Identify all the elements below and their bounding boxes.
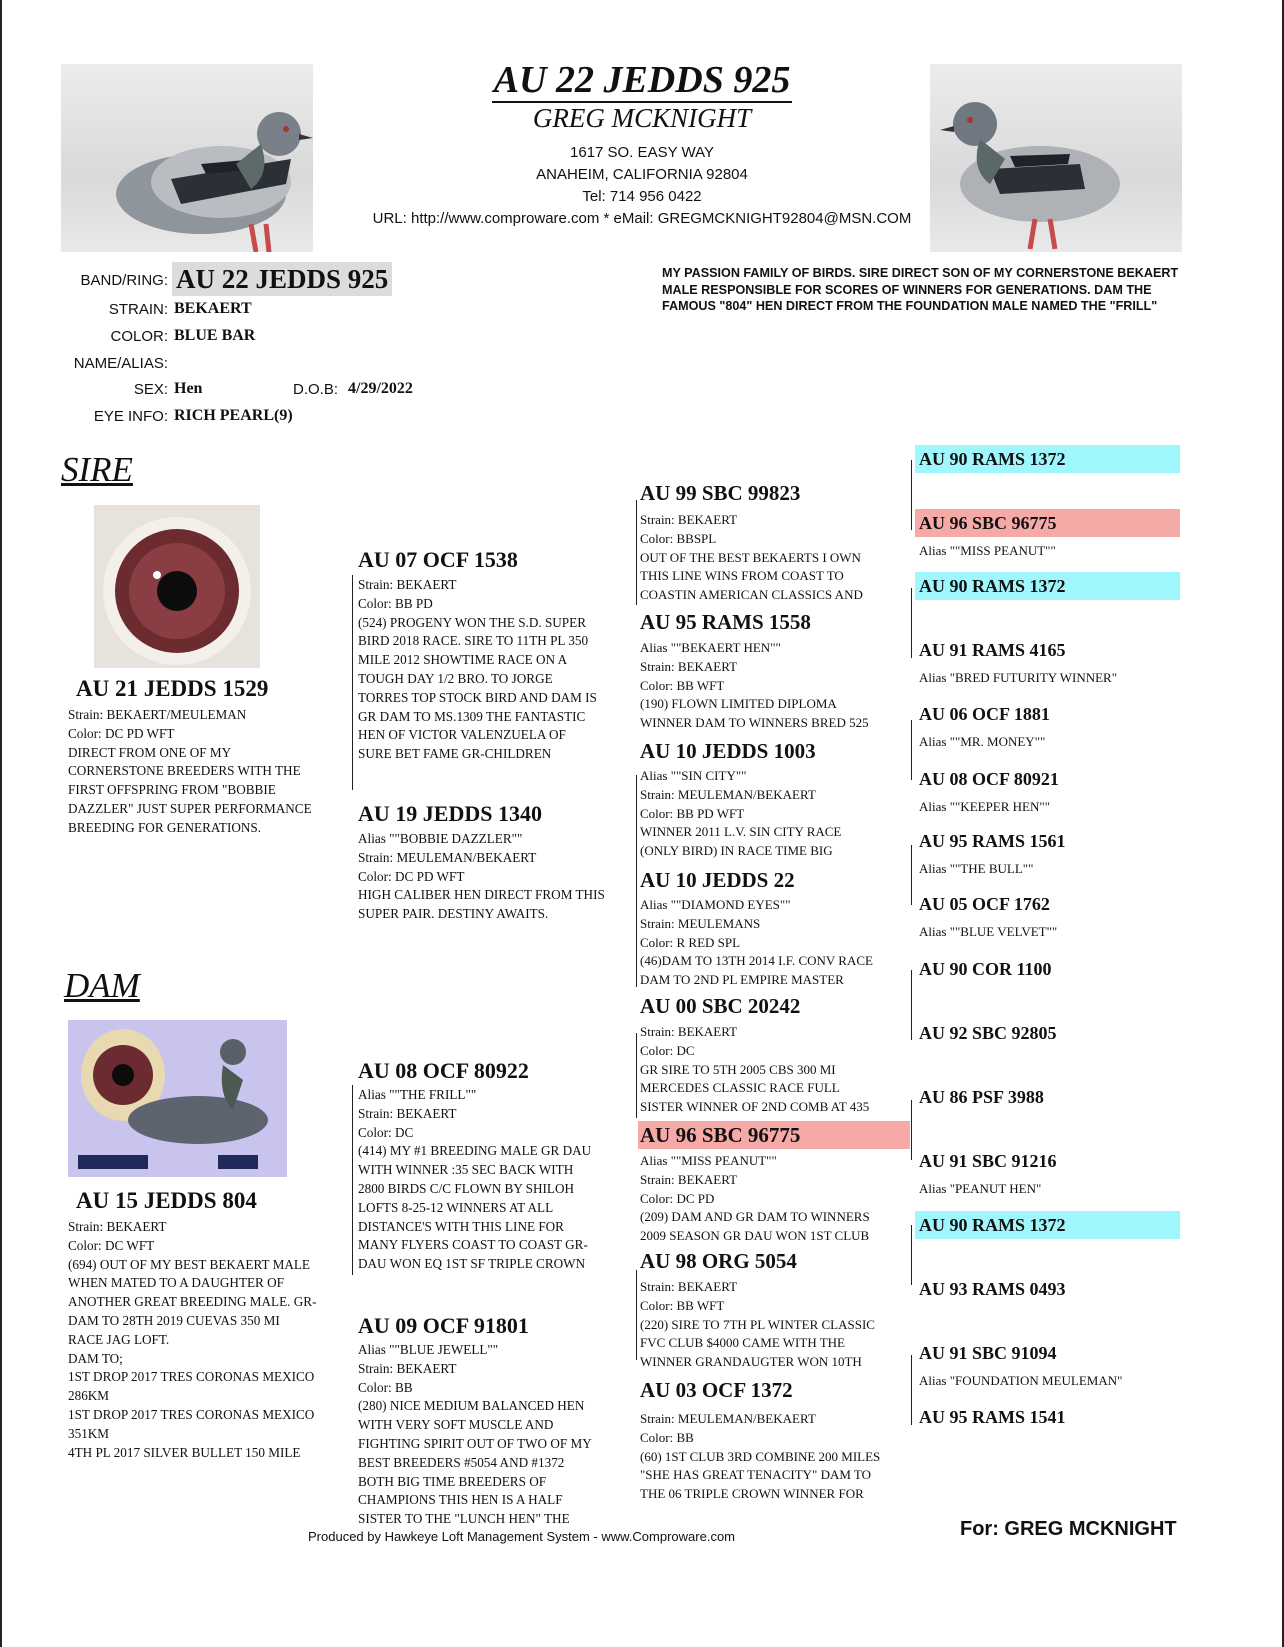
eye-value: RICH PEARL(9) <box>174 407 293 424</box>
connector-line <box>911 460 912 530</box>
gen4-band: AU 90 RAMS 1372 <box>915 1211 1180 1239</box>
gen4-band: AU 92 SBC 92805 <box>919 1023 1057 1043</box>
gen3-info: Alias ""DIAMOND EYES"" Strain: MEULEMANS Color: R RED SPL (46)DAM TO 13TH 2014 I.F. CONV RACE DAM TO 2ND PL EMPIRE MASTER <box>640 897 873 988</box>
gen4-alias: Alias ""MISS PEANUT"" <box>919 543 1056 558</box>
color-label: COLOR: <box>110 328 168 345</box>
sire-band: AU 21 JEDDS 1529 <box>76 676 269 701</box>
gen4-alias: Alias ""THE BULL"" <box>919 861 1034 876</box>
gen4-band: AU 90 RAMS 1372 <box>915 572 1180 600</box>
name-label: NAME/ALIAS: <box>73 355 168 372</box>
dam-band: AU 15 JEDDS 804 <box>76 1188 257 1213</box>
gen3-info: Strain: BEKAERT Color: DC GR SIRE TO 5TH 2005 CBS 300 MI MERCEDES CLASSIC RACE FULL SISTER WINNER OF 2ND COMB AT 435 <box>640 1024 870 1115</box>
bird-description: MY PASSION FAMILY OF BIRDS. SIRE DIRECT SON OF MY CORNERSTONE BEKAERT MALE RESPONSIBLE FOR SCORES OF WINNERS FOR GENERATIONS. DAM THE FAMOUS "804" HEN DIRECT FROM THE FOUNDATION MALE NAMED THE "FRILL" <box>662 266 1179 313</box>
band-label: BAND/RING: <box>80 272 168 289</box>
gen3-info: Strain: BEKAERT Color: BB WFT (220) SIRE TO 7TH PL WINTER CLASSIC FVC CLUB $4000 CAME WITH THE WINNER GRANDAUGTER WON 10TH <box>640 1279 875 1370</box>
gen4-band: AU 93 RAMS 0493 <box>919 1279 1066 1299</box>
gen4-alias: Alias "PEANUT HEN" <box>919 1181 1042 1196</box>
band-value: AU 22 JEDDS 925 <box>172 262 392 296</box>
connector-line <box>911 1225 912 1285</box>
sire-info: Strain: BEKAERT/MEULEMAN Color: DC PD WFT DIRECT FROM ONE OF MY CORNERSTONE BREEDERS WITH THE FIRST OFFSPRING FROM "BOBBIE DAZZLER" JUST SUPER PERFORMANCE BREEDING FOR GENERATIONS. <box>68 707 312 835</box>
connector-line <box>911 1100 912 1160</box>
gen2-info: Strain: BEKAERT Color: BB PD (524) PROGENY WON THE S.D. SUPER BIRD 2018 RACE. SIRE TO 11TH PL 350 MILE 2012 SHOWTIME RACE ON A TOUGH DAY 1/2 BRO. TO JORGE TORRES TOP STOCK BIRD AND DAM IS GR DAM TO MS.1309 THE FANTASTIC HEN OF VICTOR VALENZUELA OF SURE BET FAME GR-CHILDREN <box>358 577 597 762</box>
gen4-band: AU 96 SBC 96775 <box>915 509 1180 537</box>
gen3-band: AU 03 OCF 1372 <box>640 1378 793 1402</box>
contact-line: URL: http://www.comproware.com * eMail: GREGMCKNIGHT92804@MSN.COM <box>372 210 912 227</box>
gen4-band: AU 90 COR 1100 <box>919 959 1052 979</box>
gen4-band: AU 95 RAMS 1561 <box>919 831 1066 851</box>
gen4-band: AU 95 RAMS 1541 <box>919 1407 1066 1427</box>
eye-photo <box>94 505 260 668</box>
gen2-band: AU 09 OCF 91801 <box>358 1313 529 1338</box>
strain-value: BEKAERT <box>174 300 252 317</box>
gen4-band: AU 91 RAMS 4165 <box>919 640 1066 660</box>
connector-line <box>636 500 637 605</box>
dob-value: 4/29/2022 <box>348 380 413 397</box>
connector-line <box>636 775 637 987</box>
gen4-band: AU 91 SBC 91094 <box>919 1343 1057 1363</box>
gen4-band: AU 08 OCF 80921 <box>919 769 1059 789</box>
connector-line <box>911 845 912 905</box>
gen3-info: Alias ""SIN CITY"" Strain: MEULEMAN/BEKAERT Color: BB PD WFT WINNER 2011 L.V. SIN CITY RACE (ONLY BIRD) IN RACE TIME BIG <box>640 768 842 859</box>
address-line-2: ANAHEIM, CALIFORNIA 92804 <box>536 166 748 183</box>
footer-for: For: GREG MCKNIGHT <box>960 1518 1177 1540</box>
sex-label: SEX: <box>133 381 168 398</box>
gen3-info: Strain: MEULEMAN/BEKAERT Color: BB (60) 1ST CLUB 3RD COMBINE 200 MILES "SHE HAS GREAT TENACITY" DAM TO THE 06 TRIPLE CROWN WINNER FOR <box>640 1411 881 1502</box>
gen2-info: Alias ""BLUE JEWELL"" Strain: BEKAERT Color: BB (280) NICE MEDIUM BALANCED HEN WITH VERY SOFT MUSCLE AND FIGHTING SPIRIT OUT OF TWO OF MY BEST BREEDERS #5054 AND #1372 BOTH BIG TIME BREEDERS OF CHAMPIONS THIS HEN IS A HALF SISTER TO THE "LUNCH HEN" THE <box>358 1342 592 1527</box>
gen4-band: AU 90 RAMS 1372 <box>915 445 1180 473</box>
color-value: BLUE BAR <box>174 327 256 344</box>
connector-line <box>911 1355 912 1425</box>
connector-line <box>911 720 912 780</box>
gen3-band: AU 10 JEDDS 22 <box>640 868 795 892</box>
connector-line <box>636 1033 637 1118</box>
sex-value: Hen <box>174 380 203 397</box>
connector-line <box>352 1085 353 1275</box>
dam-eye-pigeon-photo <box>68 1020 287 1177</box>
gen3-band: AU 99 SBC 99823 <box>640 481 801 505</box>
gen4-alias: Alias ""MR. MONEY"" <box>919 734 1046 749</box>
gen4-alias: Alias "FOUNDATION MEULEMAN" <box>919 1373 1123 1388</box>
gen4-band: AU 06 OCF 1881 <box>919 704 1050 724</box>
gen4-alias: Alias ""BLUE VELVET"" <box>919 924 1058 939</box>
gen4-band: AU 86 PSF 3988 <box>919 1087 1044 1107</box>
connector-line <box>352 575 353 790</box>
gen2-info: Alias ""THE FRILL"" Strain: BEKAERT Color: DC (414) MY #1 BREEDING MALE GR DAU WITH WINNER :35 SEC BACK WITH 2800 BIRDS C/C FLOWN BY SHILOH LOFTS 8-25-12 WINNERS AT ALL DISTANCE'S WITH THIS LINE FOR MANY FLYERS COAST TO COAST GR- DAU WON EQ 1ST SF TRIPLE CROWN <box>358 1087 592 1272</box>
page-title: AU 22 JEDDS 925 <box>493 59 791 101</box>
gen4-alias: Alias "BRED FUTURITY WINNER" <box>919 670 1118 685</box>
connector-line <box>636 1270 637 1360</box>
gen3-info: Alias ""MISS PEANUT"" Strain: BEKAERT Color: DC PD (209) DAM AND GR DAM TO WINNERS 2009 SEASON GR DAU WON 1ST CLUB <box>640 1153 870 1244</box>
gen3-band: AU 95 RAMS 1558 <box>640 610 811 634</box>
gen2-band: AU 19 JEDDS 1340 <box>358 801 542 826</box>
connector-line <box>911 588 912 658</box>
eye-label: EYE INFO: <box>93 408 168 425</box>
telephone: Tel: 714 956 0422 <box>582 188 702 205</box>
connector-line <box>911 970 912 1040</box>
gen4-band: AU 91 SBC 91216 <box>919 1151 1057 1171</box>
dam-info: Strain: BEKAERT Color: DC WFT (694) OUT OF MY BEST BEKAERT MALE WHEN MATED TO A DAUGHTER OF ANOTHER GREAT BREEDING MALE. GR- DAM TO 28TH 2019 CUEVAS 350 MI RACE JAG LOFT. DAM TO; 1ST DROP 2017 TRES CORONAS MEXICO 286KM 1ST DROP 2017 TRES CORONAS MEXICO 351KM 4TH PL 2017 SILVER BULLET 150 MILE <box>68 1219 317 1460</box>
gen3-band: AU 98 ORG 5054 <box>640 1249 797 1273</box>
gen2-info: Alias ""BOBBIE DAZZLER"" Strain: MEULEMAN/BEKAERT Color: DC PD WFT HIGH CALIBER HEN DIRECT FROM THIS SUPER PAIR. DESTINY AWAITS. <box>358 831 605 922</box>
sire-heading: SIRE <box>61 450 133 489</box>
gen4-band: AU 05 OCF 1762 <box>919 894 1050 914</box>
owner-name: GREG MCKNIGHT <box>532 103 752 133</box>
gen3-info: Strain: BEKAERT Color: BBSPL OUT OF THE BEST BEKAERTS I OWN THIS LINE WINS FROM COAST TO COASTIN AMERICAN CLASSICS AND <box>640 512 863 603</box>
strain-label: STRAIN: <box>108 301 168 318</box>
dob-label: D.O.B: <box>293 381 339 398</box>
footer-produced-by: Produced by Hawkeye Loft Management System - www.Comproware.com <box>308 1529 736 1544</box>
dam-heading: DAM <box>64 966 140 1005</box>
address-line-1: 1617 SO. EASY WAY <box>570 144 714 161</box>
gen3-band: AU 96 SBC 96775 <box>638 1121 910 1149</box>
gen2-band: AU 08 OCF 80922 <box>358 1058 529 1083</box>
gen3-band: AU 10 JEDDS 1003 <box>640 739 816 763</box>
gen3-band: AU 00 SBC 20242 <box>640 994 801 1018</box>
gen2-band: AU 07 OCF 1538 <box>358 547 518 572</box>
gen3-info: Alias ""BEKAERT HEN"" Strain: BEKAERT Color: BB WFT (190) FLOWN LIMITED DIPLOMA WINNER DAM TO WINNERS BRED 525 <box>640 640 869 731</box>
gen4-alias: Alias ""KEEPER HEN"" <box>919 799 1050 814</box>
